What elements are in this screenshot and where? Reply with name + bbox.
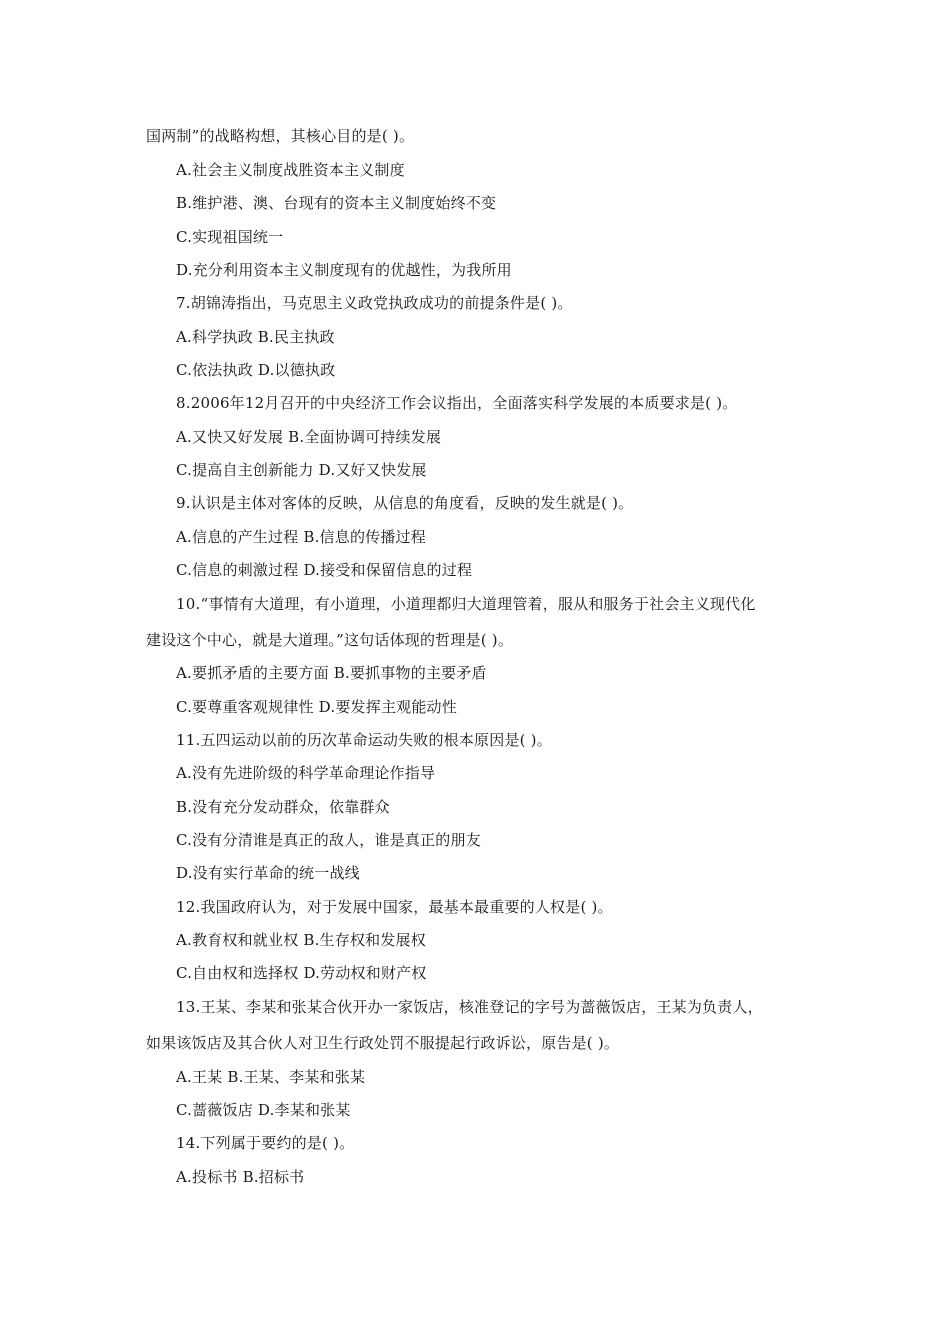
question-13-stem-continued: 如果该饭店及其合伙人对卫生行政处罚不服提起行政诉讼，原告是( )。 — [146, 1034, 620, 1052]
question-8-stem: 8.2006年12月召开的中央经济工作会议指出，全面落实科学发展的本质要求是( )。 — [176, 394, 738, 412]
option-text: B.没有充分发动群众，依靠群众 — [176, 798, 390, 816]
option-text: C.自由权和选择权 D.劳动权和财产权 — [176, 964, 427, 982]
option-text: C.要尊重客观规律性 D.要发挥主观能动性 — [176, 698, 457, 716]
option-text: A.没有先进阶级的科学革命理论作指导 — [176, 764, 436, 782]
question-7-stem: 7.胡锦涛指出，马克思主义政党执政成功的前提条件是( )。 — [176, 294, 573, 312]
option-text: C.实现祖国统一 — [176, 228, 284, 246]
option-text: C.蔷薇饭店 D.李某和张某 — [176, 1101, 351, 1119]
question-6-stem-continued: 国两制”的战略构想，其核心目的是( )。 — [146, 127, 415, 145]
option-text: C.没有分清谁是真正的敌人，谁是真正的朋友 — [176, 831, 481, 849]
option-text: D.充分利用资本主义制度现有的优越性，为我所用 — [176, 261, 512, 279]
option-text: C.提高自主创新能力 D.又好又快发展 — [176, 461, 427, 479]
question-12-stem: 12.我国政府认为，对于发展中国家，最基本最重要的人权是( )。 — [176, 898, 613, 916]
option-text: A.投标书 B.招标书 — [176, 1168, 305, 1186]
option-text: A.信息的产生过程 B.信息的传播过程 — [176, 528, 426, 546]
question-14-stem: 14.下列属于要约的是( )。 — [176, 1134, 355, 1152]
question-13-stem: 13.王某、李某和张某合伙开办一家饭店，核准登记的字号为蔷薇饭店，王某为负责人， — [176, 998, 763, 1016]
option-text: D.没有实行革命的统一战线 — [176, 864, 360, 882]
option-text: B.维护港、澳、台现有的资本主义制度始终不变 — [176, 194, 497, 212]
option-text: C.信息的刺激过程 D.接受和保留信息的过程 — [176, 561, 473, 579]
option-text: C.依法执政 D.以德执政 — [176, 361, 336, 379]
option-text: A.要抓矛盾的主要方面 B.要抓事物的主要矛盾 — [176, 664, 487, 682]
option-text: A.王某 B.王某、李某和张某 — [176, 1068, 366, 1086]
option-text: A.教育权和就业权 B.生存权和发展权 — [176, 931, 426, 949]
option-text: A.社会主义制度战胜资本主义制度 — [176, 161, 405, 179]
question-11-stem: 11.五四运动以前的历次革命运动失败的根本原因是( )。 — [176, 731, 552, 749]
question-9-stem: 9.认识是主体对客体的反映，从信息的角度看，反映的发生就是( )。 — [176, 494, 634, 512]
option-text: A.科学执政 B.民主执政 — [176, 328, 335, 346]
option-text: A.又快又好发展 B.全面协调可持续发展 — [176, 428, 442, 446]
question-10-stem: 10.“事情有大道理，有小道理，小道理都归大道理管着，服从和服务于社会主义现代化 — [176, 595, 756, 613]
question-10-stem-continued: 建设这个中心，就是大道理。”这句话体现的哲理是( )。 — [146, 631, 514, 649]
